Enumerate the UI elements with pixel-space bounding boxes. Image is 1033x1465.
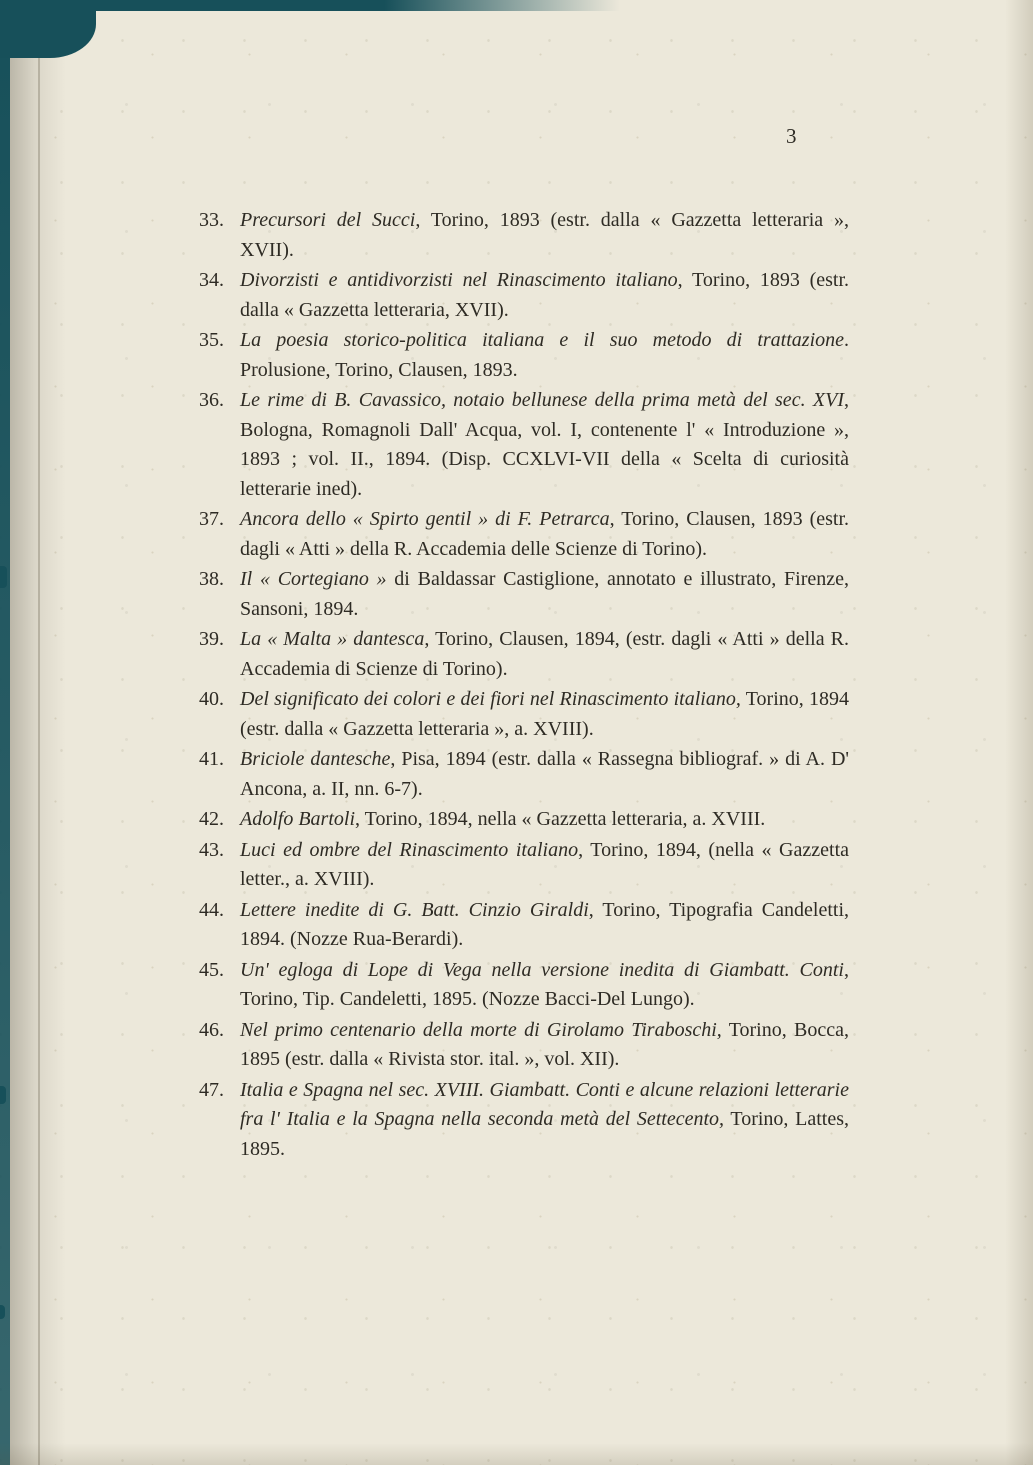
- bibliography-entry: [199, 326, 849, 385]
- entry-title: Italia e Spagna nel sec. XVIII. Giambatt. Conti e alcune relazioni letterarie fra l' Italia e la Spagna nella seconda metà del Settecento,: [240, 1078, 849, 1130]
- book-binding-corner: [0, 0, 96, 58]
- entry-number: 35.: [199, 329, 224, 351]
- entry-title: Le rime di B. Cavassico, notaio bellunese della prima metà del sec. XVI: [240, 389, 844, 411]
- entry-detail: , Torino, 1894, nella « Gazzetta letteraria, a. XVIII.: [355, 808, 766, 830]
- entry-text: [240, 745, 849, 804]
- entry-number: 40.: [199, 688, 224, 710]
- entry-detail: Torino, Lattes, 1895.: [240, 1108, 850, 1160]
- entry-title: Nel primo centenario della morte di Girolamo Tiraboschi,: [240, 1018, 722, 1041]
- bibliography-entry: [199, 386, 849, 504]
- entry-title: La « Malta » dantesca: [240, 628, 425, 650]
- bibliography-entry: [199, 1016, 849, 1075]
- entry-number: 42.: [199, 808, 224, 830]
- entry-detail: , Torino, Tipografia Candeletti, 1894. (Nozze Rua-Berardi).: [240, 898, 850, 950]
- entry-detail: Torino, 1894 (estr. dalla « Gazzetta letteraria », a. XVIII).: [240, 688, 849, 740]
- entry-title: Il « Cortegiano »: [240, 568, 387, 590]
- bibliography-list: [199, 206, 849, 1165]
- entry-text: [240, 386, 849, 504]
- entry-number: 47.: [199, 1078, 224, 1101]
- entry-number: 34.: [199, 269, 224, 291]
- bibliography-entry: [199, 1076, 849, 1165]
- bibliography-entry: [199, 745, 849, 804]
- binding-edge-mark: [0, 1086, 6, 1104]
- bibliography-entry: [199, 565, 849, 624]
- entry-text: [240, 685, 849, 744]
- entry-text: [240, 565, 849, 624]
- entry-title: Lettere inedite di G. Batt. Cinzio Giraldi: [240, 898, 589, 921]
- entry-title: Adolfo Bartoli: [240, 808, 355, 830]
- entry-title: Divorzisti e antidivorzisti nel Rinascimento italiano: [240, 269, 678, 291]
- binding-edge-mark: [0, 566, 7, 588]
- entry-detail: di Baldassar Castiglione, annotato e illustrato, Firenze, Sansoni, 1894.: [240, 568, 849, 620]
- entry-title: Un' egloga di Lope di Vega nella versione inedita di Giambatt. Conti: [240, 958, 844, 981]
- bibliography-entry: [199, 896, 849, 955]
- entry-title: La poesia storico-politica italiana e il suo metodo di trattazione: [240, 329, 844, 351]
- page-number: 3: [786, 124, 797, 148]
- entry-text: [240, 1016, 849, 1075]
- entry-number: 45.: [199, 958, 224, 981]
- bibliography-entry: [199, 805, 849, 835]
- entry-number: 41.: [199, 748, 224, 770]
- entry-detail: , Torino, Clausen, 1893 (estr. dagli « Atti » della R. Accademia delle Scienze di Torino).: [240, 508, 850, 560]
- entry-text: [240, 836, 849, 895]
- entry-text: [240, 956, 849, 1015]
- page-fold-line: [38, 0, 40, 1465]
- entry-detail: , Torino, Tip. Candeletti, 1895. (Nozze Bacci-Del Lungo).: [240, 958, 849, 1010]
- bibliography-entry: [199, 266, 849, 325]
- entry-text: [240, 896, 849, 955]
- entry-number: 33.: [199, 209, 224, 231]
- entry-text: [240, 266, 849, 325]
- entry-text: [240, 805, 849, 835]
- entry-title: Briciole dantesche: [240, 748, 391, 770]
- entry-number: 39.: [199, 628, 224, 650]
- page-edge-shadow-right: [1005, 0, 1033, 1465]
- entry-number: 36.: [199, 389, 224, 411]
- entry-detail: , Torino, 1893 (estr. dalla « Gazzetta letteraria », XVII).: [240, 209, 849, 261]
- entry-detail: , Torino, Clausen, 1894, (estr. dagli « Atti » della R. Accademia di Scienze di Torino).: [240, 628, 850, 680]
- bibliography-entry: [199, 685, 849, 744]
- bibliography-entry: [199, 505, 849, 564]
- entry-detail: Torino, Bocca, 1895 (estr. dalla « Rivista stor. ital. », vol. XII).: [240, 1018, 849, 1070]
- entry-detail: , Torino, 1893 (estr. dalla « Gazzetta letteraria, XVII).: [240, 269, 850, 321]
- entry-number: 38.: [199, 568, 224, 590]
- entry-detail: . Prolusione, Torino, Clausen, 1893.: [240, 329, 849, 381]
- entry-detail: , Pisa, 1894 (estr. dalla « Rassegna bibliograf. » di A. D' Ancona, a. II, nn. 6-7).: [240, 748, 849, 800]
- entry-detail: , Bologna, Romagnoli Dall' Acqua, vol. I, contenente l' « Introduzione », 1893 ; vol. II., 1894. (Disp. CCXLVI-VII della « Scelta di curiosità letterarie ined).: [240, 389, 849, 500]
- entry-title: Del significato dei colori e dei fiori nel Rinascimento italiano,: [240, 688, 741, 710]
- entry-title: Precursori del Succi: [240, 209, 416, 231]
- entry-text: [240, 326, 849, 385]
- entry-number: 37.: [199, 508, 224, 530]
- binding-edge-mark: [0, 1305, 5, 1319]
- entry-detail: , Torino, 1894, (nella « Gazzetta letter., a. XVIII).: [240, 838, 849, 890]
- page-edge-shadow-bottom: [0, 1443, 1033, 1465]
- entry-number: 44.: [199, 898, 224, 921]
- entry-text: [240, 206, 849, 265]
- bibliography-entry: [199, 625, 849, 684]
- book-binding-edge-left: [0, 0, 10, 1465]
- bibliography-entry: [199, 206, 849, 265]
- entry-title: Ancora dello « Spirto gentil » di F. Petrarca: [240, 508, 610, 530]
- entry-text: [240, 1076, 849, 1165]
- bibliography-entry: [199, 836, 849, 895]
- entry-number: 46.: [199, 1018, 224, 1041]
- entry-text: [240, 625, 849, 684]
- entry-number: 43.: [199, 838, 224, 861]
- entry-text: [240, 505, 849, 564]
- entry-title: Luci ed ombre del Rinascimento italiano: [240, 838, 579, 861]
- bibliography-entry: [199, 956, 849, 1015]
